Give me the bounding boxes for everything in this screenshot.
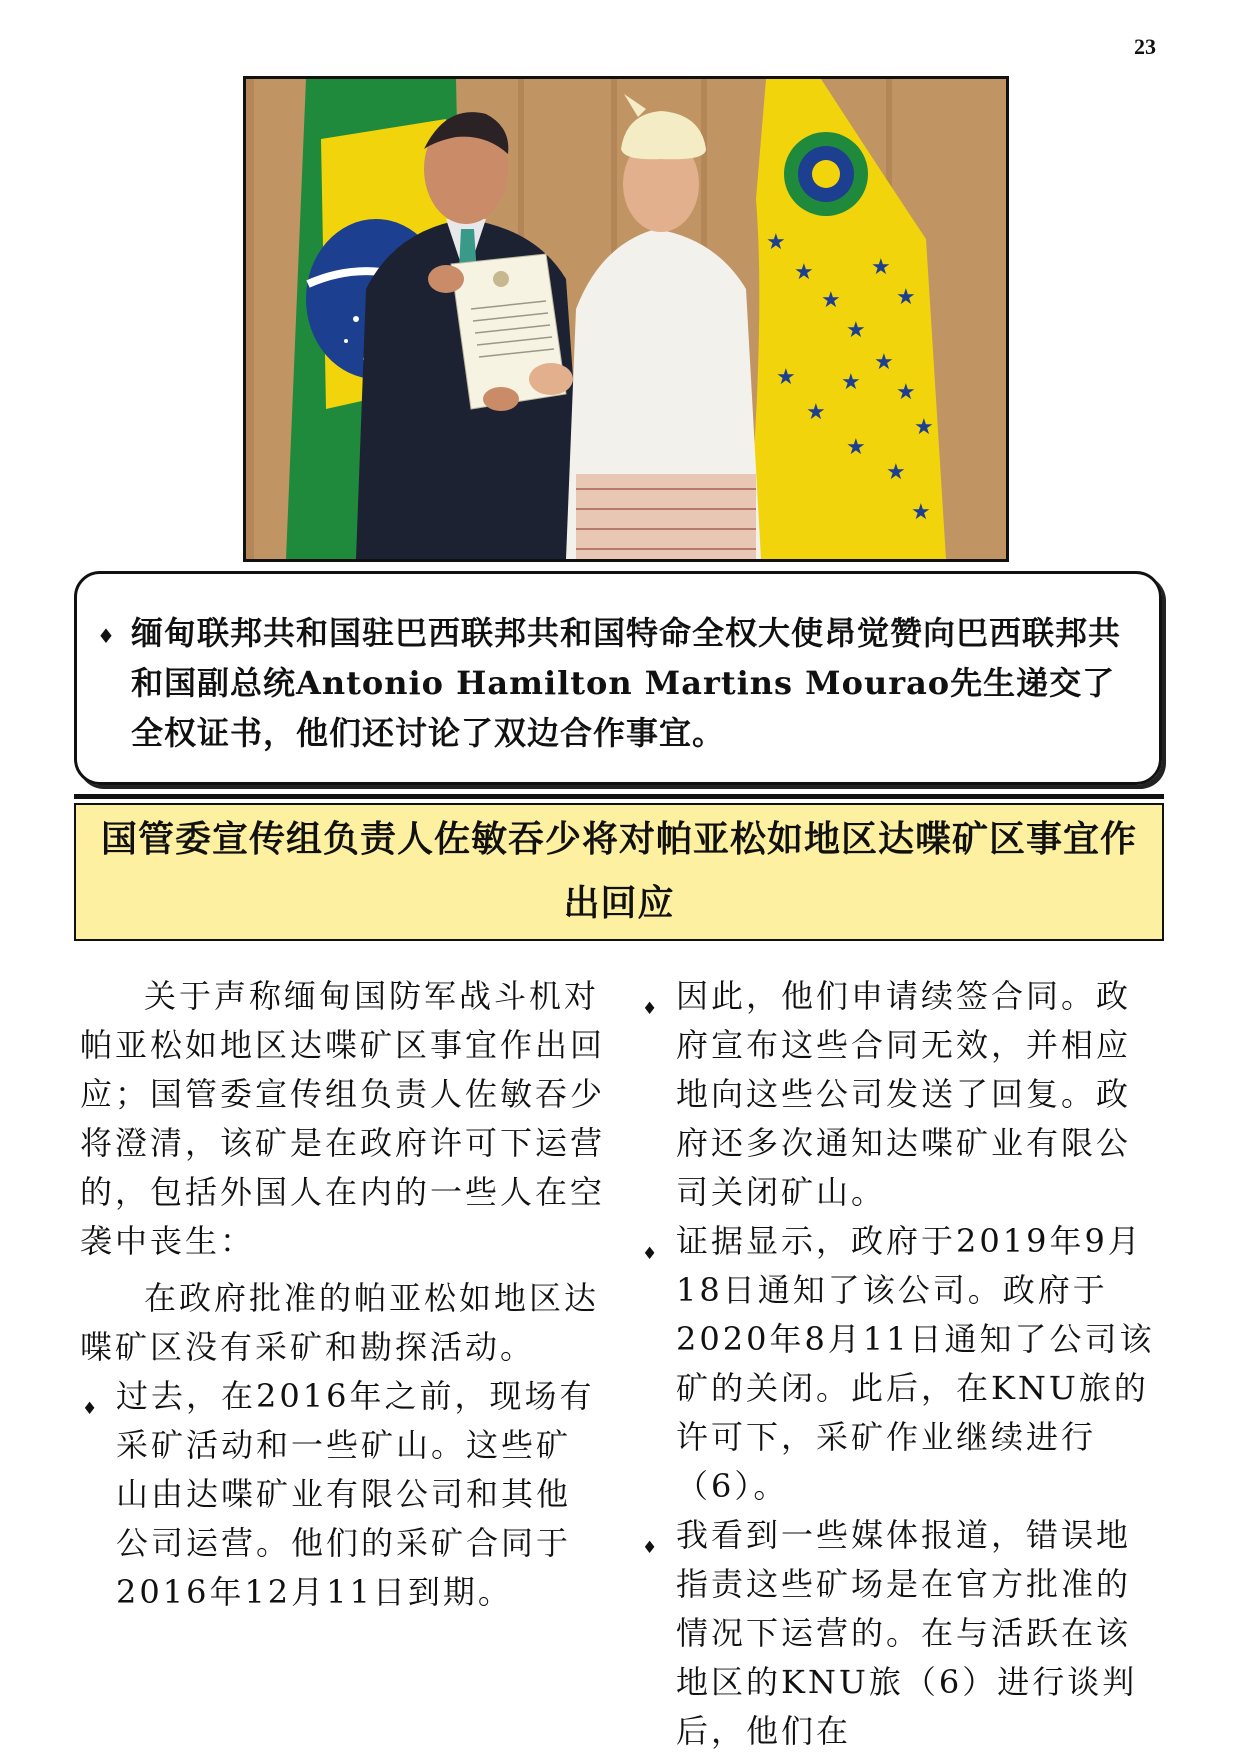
diamond-bullet-icon: ♦ (642, 1244, 661, 1264)
svg-text:★: ★ (766, 230, 786, 255)
svg-text:★: ★ (911, 500, 931, 525)
svg-text:★: ★ (871, 255, 891, 280)
svg-text:★: ★ (846, 435, 866, 460)
svg-text:★: ★ (874, 350, 894, 375)
headline-box (74, 803, 1164, 941)
page-number: 23 (1134, 34, 1156, 59)
diamond-bullet-icon: ♦ (642, 999, 661, 1019)
list-item-text: 我看到一些媒体报道，错误地指责这些矿场是在官方批准的情况下运营的。在与活跃在该地区的KNU旅（6）进行谈判后，他们在 (676, 1516, 1138, 1750)
diamond-bullet-icon: ♦ (642, 1538, 661, 1558)
photo-caption: 缅甸联邦共和国驻巴西联邦共和国特命全权大使昂觉赞向巴西联邦共和国副总统Antonio Hamilton Martins Mourao先生递交了全权证书，他们还讨论了双边合作事宜。 (131, 614, 1122, 752)
svg-text:★: ★ (914, 415, 934, 440)
diamond-bullet-icon: ♦ (97, 624, 115, 648)
list-item-text: 因此，他们申请续签合同。政府宣布这些合同无效，并相应地向这些公司发送了回复。政府还多次通知达喋矿业有限公司关闭矿山。 (676, 977, 1132, 1211)
list-item (640, 1217, 1160, 1511)
svg-text:★: ★ (846, 318, 866, 343)
news-photo (243, 76, 1009, 562)
svg-text:★: ★ (776, 365, 796, 390)
intro-paragraph: 关于声称缅甸国防军战斗机对帕亚松如地区达喋矿区事宜作出回应；国管委宣传组负责人佐敏吞少将澄清，该矿是在政府许可下运营的，包括外国人在内的一些人在空袭中丧生： (80, 977, 606, 1260)
article-headline: 国管委宣传组负责人佐敏吞少将对帕亚松如地区达喋矿区事宜作出回应 (100, 819, 1137, 924)
list-item (80, 1372, 605, 1617)
svg-text:★: ★ (806, 400, 826, 425)
diamond-bullet-icon: ♦ (82, 1399, 101, 1419)
list-item-text: 证据显示，政府于2019年9月18日通知了该公司。政府于2020年8月11日通知了公司该矿的关闭。此后，在KNU旅的许可下，采矿作业继续进行（6）。 (676, 1222, 1155, 1505)
svg-text:★: ★ (841, 370, 861, 395)
list-item (640, 972, 1160, 1217)
statement-paragraph: 在政府批准的帕亚松如地区达喋矿区没有采矿和勘探活动。 (80, 1279, 600, 1366)
photo-illustration (246, 79, 1006, 559)
article-right-column (640, 972, 1160, 1756)
photo-caption-box (74, 571, 1162, 785)
svg-text:★: ★ (821, 288, 841, 313)
svg-text:★: ★ (896, 380, 916, 405)
divider-rule (74, 794, 1164, 799)
list-item-text: 过去，在2016年之前，现场有采矿活动和一些矿山。这些矿山由达喋矿业有限公司和其他公司运营。他们的采矿合同于2016年12月11日到期。 (116, 1377, 595, 1611)
svg-text:★: ★ (886, 460, 906, 485)
svg-text:★: ★ (794, 260, 814, 285)
list-item (640, 1511, 1160, 1756)
article-left-column (80, 972, 605, 1617)
svg-text:★: ★ (896, 285, 916, 310)
